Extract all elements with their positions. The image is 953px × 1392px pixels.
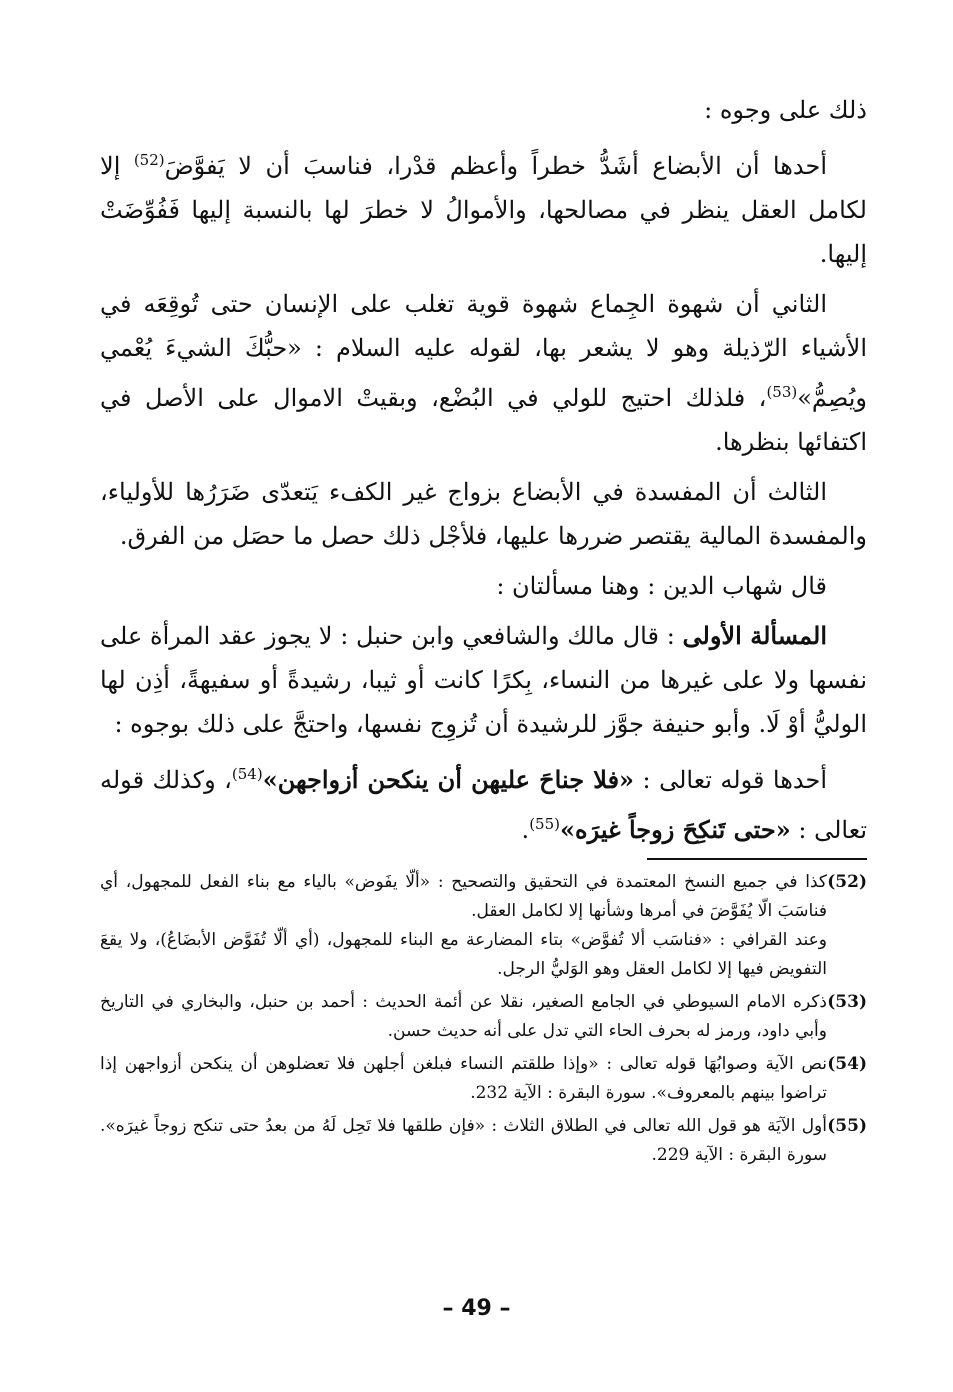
- paragraph-second-reason: [100, 282, 867, 464]
- paragraph-shihab-quote-text: قال شهاب الدين : وهنا مسألتان :: [496, 572, 827, 600]
- footnote-line: وعند القرافي : «فناسَب ألا تُفوَّض» بتاء المضارعة مع البناء للمجهول، (أي ألّا تُفَوَّض الأبضَاعُ)، ولا يقعَ التفويض فيها إلا لكامل العقل وهو الوَليُّ الرجل.: [100, 930, 827, 979]
- paragraph-first-reason-text-b: إلا لكامل العقل ينظر في مصالحها، والأموالُ لا خطرَ لها بالنسبة إليها فَفُوِّضَتْ إليها.: [100, 152, 867, 268]
- footnote-body: [100, 988, 827, 1046]
- paragraph-quran-evidence: [100, 752, 867, 852]
- footnote-number: (52): [827, 872, 867, 892]
- first-issue-heading: المسألة الأولى: [682, 621, 827, 650]
- footnote-line: نص الآية وصوابُهَا قوله تعالى : «وإذا طلقتم النساء فبلغن أجلهن فلا تعضلوهن أن ينكحن أزواجهن إذا تراضوا بينهم بالمعروف». سورة البقرة : الآية 232.: [100, 1054, 827, 1103]
- quran-quote-2: «حتى تَنكِحَ زوجاً غيرَه»: [560, 815, 791, 844]
- footnote-separator: [647, 858, 867, 860]
- footnote-52: [100, 868, 867, 984]
- footnote-body: [100, 1112, 827, 1170]
- paragraph-first-reason: [100, 138, 867, 276]
- evidence-text-c: .: [521, 816, 530, 844]
- paragraph-first-issue: [100, 614, 867, 746]
- footnote-ref-55[interactable]: (55): [529, 815, 560, 833]
- quran-quote-1: «فلا جناحَ عليهن أن ينكحن أزواجهن»: [262, 765, 635, 794]
- footnote-body: [100, 868, 827, 984]
- footnote-ref-53[interactable]: (53): [766, 383, 798, 401]
- paragraph-third-reason: [100, 470, 867, 558]
- footnote-53: [100, 988, 867, 1046]
- paragraph-second-reason-text-b: ، فلذلك احتيج للولي في البُضْع، وبقيتْ الاموال على الأصل في اكتفائها بنظرها.: [100, 384, 867, 456]
- page-number: – 49 –: [442, 1296, 511, 1321]
- footnote-ref-52[interactable]: (52): [133, 151, 165, 169]
- footnotes: [100, 868, 867, 1170]
- paragraph-first-reason-text-a: أحدها أن الأبضاع أشَدُّ خطراً وأعظم قدْرا، فناسبَ أن لا يَفوَّضَ: [164, 152, 828, 180]
- footnote-54: [100, 1050, 867, 1108]
- footnote-number: (53): [827, 992, 867, 1012]
- paragraph-shihab-quote: [100, 564, 867, 608]
- footnote-ref-54[interactable]: (54): [231, 765, 263, 783]
- footnote-line: ذكره الامام السيوطي في الجامع الصغير، نقلا عن أئمة الحديث : أحمد بن حنبل، والبخاري في التاريخ وأبي داود، ورمز له بحرف الحاء التي تدل على أنه حديث حسن.: [100, 992, 827, 1041]
- paragraph-first-issue-text: : قال مالك والشافعي وابن حنبل : لا يجوز عقد المرأة على نفسها ولا على غيرها من النساء، بِكرًا كانت أو ثيبا، رشيدةً أو سفيهةً، أذِن لها الوليُّ أوْ لَا. وأبو حنيفة جوَّز للرشيدة أن تُزوِج نفسها، واحتجَّ على ذلك بوجوه :: [100, 622, 867, 738]
- main-text: [100, 88, 867, 852]
- evidence-text-b: ، وكذلك قوله تعالى :: [100, 766, 867, 844]
- evidence-text-a: أحدها قوله تعالى :: [634, 766, 827, 794]
- paragraph-third-reason-text: الثالث أن المفسدة في الأبضاع بزواج غير الكفء يَتعدّى ضَرَرُها للأولياء، والمفسدة المالية يقتصر ضررها عليها، فلأجْل ذلك حصل ما حصَل من الفرق.: [100, 478, 867, 550]
- footnote-line: كذا في جميع النسخ المعتمدة في التحقيق والتصحيح : «ألّا يفَوض» بالياء مع بناء الفعل للمجهول، أي فناسَبَ الّا يُفَوَّضَ في أمرها وشأنها إلا لكامل العقل.: [100, 872, 827, 921]
- paragraph-intro: [100, 88, 867, 132]
- footnote-line: أول الآيَة هو قول الله تعالى في الطلاق الثلاث : «فإن طلقها فلا تَحِل لَهُ من بعدُ حتى تنكح زوجاً غيرَه». سورة البقرة : الآية 229.: [100, 1116, 827, 1165]
- footnote-number: (55): [827, 1116, 867, 1136]
- footnote-number: (54): [827, 1054, 867, 1074]
- footnote-55: [100, 1112, 867, 1170]
- footnote-body: [100, 1050, 827, 1108]
- paragraph-intro-text: ذلك على وجوه :: [704, 96, 867, 124]
- paragraph-second-reason-text-a: الثاني أن شهوة الجِماع شهوة قوية تغلب على الإنسان حتى تُوقِعَه في الأشياء الرّذيلة وهو لا يشعر بها، لقوله عليه السلام : «حبُّكَ الشيءَ يُعْمي ويُصِمُّ»: [100, 290, 867, 412]
